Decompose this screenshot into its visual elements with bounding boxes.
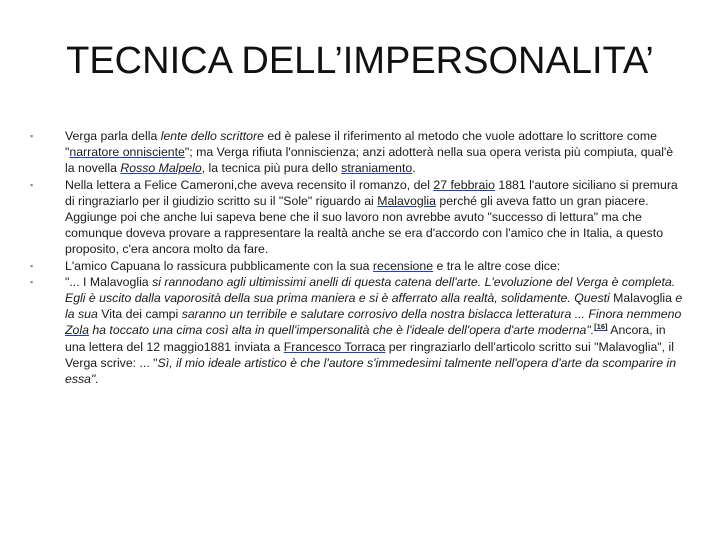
italic-text: saranno un terribile e salutare corrosivo della nostra bislacca letteratura ... Finora nemmeno (181, 307, 682, 322)
text: per ringraziarlo dell'articolo scritto sui "Malavoglia", il Verga scrive: ... " (65, 339, 674, 370)
text: e tra le altre cose dice: (433, 258, 561, 273)
text: , la tecnica più pura dello (201, 161, 342, 176)
text: . (412, 161, 416, 176)
text: 1881 l'autore siciliano si premura di ringraziarlo per il giudizio scritto su il "Sole" riguardo ai (65, 177, 678, 208)
bullet-item-3 (30, 258, 685, 274)
text: Ancora, in una lettera del 12 maggio1881 inviata a (65, 323, 666, 354)
bullet-dot-icon: ▪ (30, 276, 34, 287)
bullet-item-2 (30, 177, 685, 258)
link-narratore-onnisciente[interactable]: narratore onnisciente (69, 145, 185, 160)
footnote-link[interactable]: [16] (594, 322, 608, 332)
text: Verga parla della (65, 129, 161, 143)
bullet-list (30, 128, 685, 387)
bullet-dot-icon: ▪ (30, 179, 34, 190)
italic-text: Sì, il mio ideale artistico è che l'autore s'immedesimi talmente nell'opera d'arte da scomparire in essa". (65, 355, 677, 387)
text: L'amico Capuana lo rassicura pubblicamente con la sua (65, 258, 373, 273)
text: ed è palese il riferimento al metodo che vuole adottare lo scrittore come " (65, 129, 657, 160)
italic-text: lente dello scrittore (160, 129, 264, 143)
text: "; ma Verga rifiuta l'onniscienza; anzi adotterà nella sua opera verista più compiuta, qual'è la novella (65, 145, 674, 176)
text: Nella lettera a Felice Cameroni,che aveva recensito il romanzo, del (65, 177, 434, 192)
link-27-febbraio[interactable]: 27 febbraio (433, 177, 495, 192)
bullet-dot-icon: ▪ (30, 131, 34, 141)
text: Vita dei campi (97, 307, 182, 322)
italic-text: ha toccato una cima così alta in quell'impersonalità che è l'ideale dell'opera d'arte moderna". (88, 323, 595, 338)
link-straniamento[interactable]: straniamento (341, 161, 413, 176)
link-francesco-torraca[interactable]: Francesco Torraca (283, 339, 386, 354)
link-zola[interactable]: Zola (65, 323, 89, 338)
italic-text: e la sua (65, 291, 683, 322)
bullet-item-4 (30, 274, 685, 387)
link-rosso-malpelo[interactable]: Rosso Malpelo (120, 161, 202, 176)
italic-text: si rannodano agli ultimissimi anelli di questa catena dell'arte. L'evoluzione del Verga è completa. Egli è uscito dalla vaporosità della sua prima maniera e si è afferrato alla realtà, solidamente. Questi (65, 274, 676, 306)
link-recensione[interactable]: recensione (372, 258, 434, 273)
text: "... I Malavoglia (65, 274, 153, 289)
bullet-dot-icon: ▪ (30, 260, 34, 271)
text: perché gli aveva fatto un gran piacere. Aggiunge poi che anche lui sapeva bene che il suo lavoro non avrebbe avuto "successo di lettura" ma che comunque doveva provare a rappresentare la realtà anche se era d'accordo con l'amico che in Italia, a questo proposito, c'era ancora molto da fare. (65, 193, 664, 257)
text: Malavoglia (609, 291, 676, 306)
bullet-item-1 (30, 128, 685, 177)
link-malavoglia[interactable]: Malavoglia (377, 193, 436, 208)
slide-title: TECNICA DELL’IMPERSONALITA’ (66, 40, 654, 82)
